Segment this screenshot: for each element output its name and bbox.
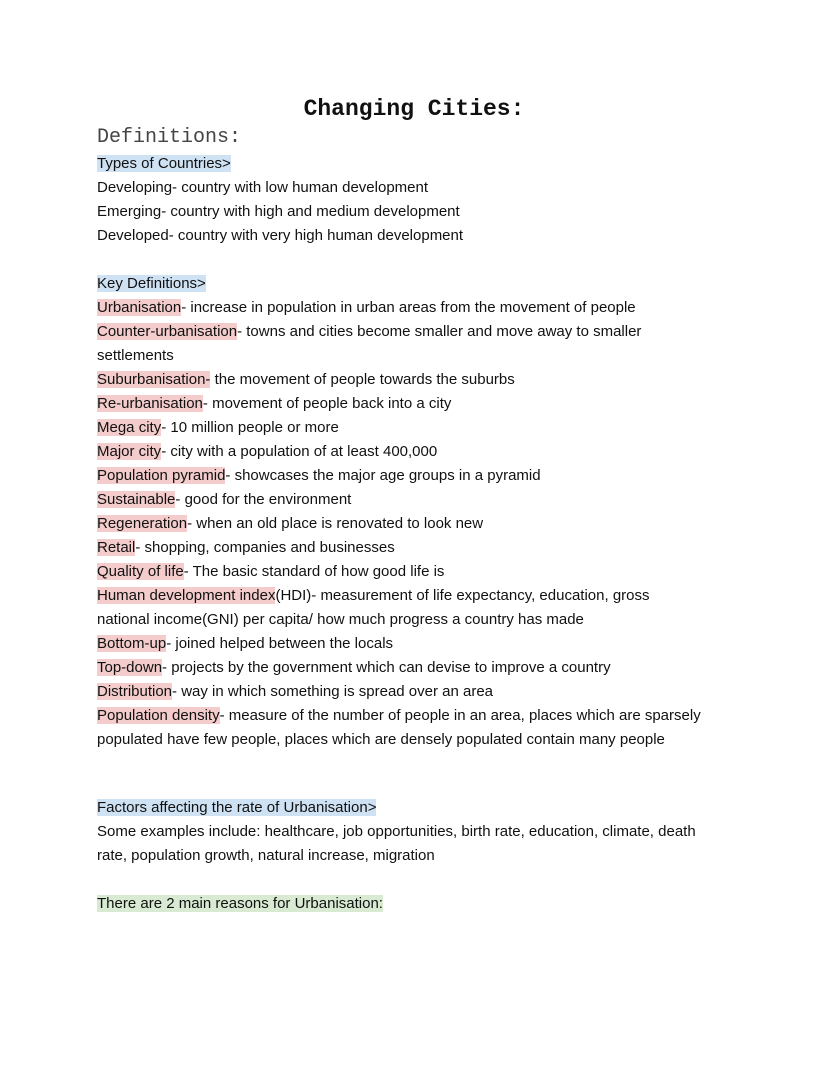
definition-text: - increase in population in urban areas from the movement of people xyxy=(181,299,636,316)
definition-term: Urbanisation xyxy=(97,299,182,316)
definition-item xyxy=(97,416,757,440)
definition-continuation: national income(GNI) per capita/ how much progress a country has made xyxy=(97,611,584,628)
section-heading-definitions: Definitions: xyxy=(97,126,242,149)
definition-text: - 10 million people or more xyxy=(161,419,339,436)
definition-item xyxy=(97,536,757,560)
definition-item xyxy=(97,320,757,344)
definition-item xyxy=(97,368,757,392)
definition-item xyxy=(97,656,757,680)
definition-term: Distribution xyxy=(97,683,173,700)
key-definitions-section xyxy=(97,272,757,752)
text-line: Emerging- country with high and medium development xyxy=(97,203,460,220)
page-title: Changing Cities: xyxy=(303,96,525,122)
definition-text: - shopping, companies and businesses xyxy=(135,539,395,556)
definition-term: Sustainable xyxy=(97,491,176,508)
factors-heading: Factors affecting the rate of Urbanisation> xyxy=(97,799,377,816)
definition-item xyxy=(97,488,757,512)
definition-text: - towns and cities become smaller and move away to smaller xyxy=(237,323,642,340)
definition-continuation: populated have few people, places which are densely populated contain many people xyxy=(97,731,665,748)
definition-term: Mega city xyxy=(97,419,162,436)
text-line: Some examples include: healthcare, job opportunities, birth rate, education, climate, death xyxy=(97,823,696,840)
reasons-heading: There are 2 main reasons for Urbanisation: xyxy=(97,895,383,912)
definition-text: - city with a population of at least 400,000 xyxy=(161,443,438,460)
key-definitions-heading: Key Definitions> xyxy=(97,275,206,292)
definition-text: - The basic standard of how good life is xyxy=(183,563,445,580)
definition-term: Population density xyxy=(97,707,220,724)
definition-text: - showcases the major age groups in a pyramid xyxy=(225,467,541,484)
definition-item xyxy=(97,632,757,656)
definition-text: - movement of people back into a city xyxy=(202,395,452,412)
text-line: Developed- country with very high human development xyxy=(97,227,464,244)
definition-continuation: settlements xyxy=(97,347,174,364)
definition-term: Human development index xyxy=(97,587,276,604)
definition-text: - joined helped between the locals xyxy=(166,635,394,652)
factors-section xyxy=(97,796,757,868)
definition-item xyxy=(97,440,757,464)
definition-item xyxy=(97,584,757,608)
definition-text: the movement of people towards the suburbs xyxy=(210,371,515,388)
definition-item xyxy=(97,560,757,584)
definition-term: Suburbanisation- xyxy=(97,371,211,388)
definition-list xyxy=(97,296,757,752)
definition-text: - way in which something is spread over an area xyxy=(172,683,494,700)
definition-text: - good for the environment xyxy=(175,491,352,508)
definition-item xyxy=(97,512,757,536)
definition-term: Quality of life xyxy=(97,563,184,580)
definition-item xyxy=(97,464,757,488)
definition-text: - measure of the number of people in an area, places which are sparsely xyxy=(219,707,701,724)
text-line: rate, population growth, natural increase, migration xyxy=(97,847,435,864)
text-line: Developing- country with low human development xyxy=(97,179,429,196)
definition-term: Re-urbanisation xyxy=(97,395,203,412)
definition-term: Bottom-up xyxy=(97,635,167,652)
definition-term: Top-down xyxy=(97,659,163,676)
definition-item xyxy=(97,392,757,416)
definition-text: (HDI)- measurement of life expectancy, education, gross xyxy=(275,587,650,604)
definition-term: Population pyramid xyxy=(97,467,226,484)
definition-item xyxy=(97,296,757,320)
definition-term: Counter-urbanisation xyxy=(97,323,238,340)
definition-item xyxy=(97,704,757,728)
definition-item xyxy=(97,680,757,704)
definition-text: - when an old place is renovated to look new xyxy=(187,515,484,532)
definition-text: - projects by the government which can devise to improve a country xyxy=(162,659,611,676)
definition-term: Retail xyxy=(97,539,136,556)
definition-term: Regeneration xyxy=(97,515,188,532)
types-of-countries-section xyxy=(97,152,757,248)
types-heading: Types of Countries> xyxy=(97,155,231,172)
definition-term: Major city xyxy=(97,443,162,460)
reasons-section xyxy=(97,892,757,916)
